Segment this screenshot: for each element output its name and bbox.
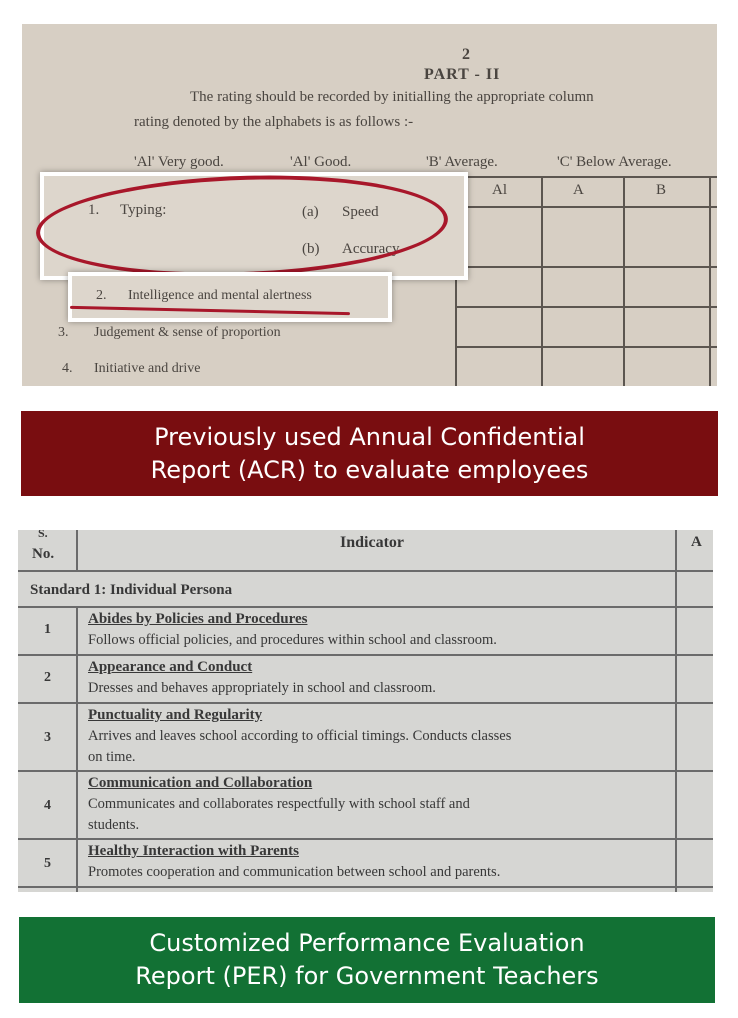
acr-item1b-label: Accuracy bbox=[342, 241, 400, 257]
per-row3-desc-line2: on time. bbox=[88, 749, 136, 765]
acr-col-a: A bbox=[573, 182, 584, 198]
acr-item1-number: 1. bbox=[88, 202, 100, 218]
acr-col-b: B bbox=[656, 182, 667, 198]
per-row3-title: Punctuality and Regularity bbox=[88, 707, 263, 723]
per-rule bbox=[18, 770, 713, 772]
acr-item4-label: Initiative and drive bbox=[94, 361, 201, 376]
per-row4-desc-line2: students. bbox=[88, 817, 140, 833]
per-row3-number: 3 bbox=[44, 730, 51, 745]
per-row1-desc: Follows official policies, and procedures within school and classroom. bbox=[88, 632, 497, 648]
acr-rating-grid bbox=[455, 176, 717, 386]
per-col-no-header: No. bbox=[32, 546, 55, 562]
per-row2-desc: Dresses and behaves appropriately in school and classroom. bbox=[88, 680, 436, 696]
per-row5-number: 5 bbox=[44, 856, 51, 871]
acr-caption-line2: Report (ACR) to evaluate employees bbox=[150, 455, 589, 484]
per-row1-number: 1 bbox=[44, 622, 51, 637]
acr-item3-label: Judgement & sense of proportion bbox=[94, 325, 281, 340]
per-caption-banner bbox=[19, 917, 715, 1003]
per-rule bbox=[76, 530, 78, 570]
per-rule bbox=[18, 886, 713, 888]
per-form-photo bbox=[18, 530, 713, 892]
per-row5-desc: Promotes cooperation and communication between school and parents. bbox=[88, 864, 501, 880]
acr-item2-label: Intelligence and mental alertness bbox=[128, 288, 312, 303]
acr-part-heading: PART - II bbox=[424, 66, 501, 83]
per-caption-line1: Customized Performance Evaluation bbox=[149, 929, 585, 957]
acr-legend-below-average: 'C' Below Average. bbox=[557, 154, 672, 170]
acr-legend-good: 'Al' Good. bbox=[290, 154, 352, 170]
per-row3-desc-line1: Arrives and leaves school according to official timings. Conducts classes bbox=[88, 728, 512, 744]
acr-col-a1: Al bbox=[492, 182, 507, 198]
per-row1-title: Abides by Policies and Procedures bbox=[88, 611, 308, 627]
per-rule bbox=[18, 838, 713, 840]
acr-caption-banner bbox=[21, 411, 718, 496]
acr-instruction-line1: The rating should be recorded by initialling the appropriate column bbox=[190, 89, 594, 105]
per-standard-heading: Standard 1: Individual Persona bbox=[30, 582, 233, 598]
per-row5-title: Healthy Interaction with Parents bbox=[88, 843, 299, 859]
per-col-sno-top: S. bbox=[38, 530, 48, 540]
per-rule bbox=[18, 702, 713, 704]
per-row4-title: Communication and Collaboration bbox=[88, 775, 313, 791]
per-col-a-header: A bbox=[691, 534, 702, 550]
acr-item1-label: Typing: bbox=[120, 202, 167, 218]
acr-page-number: 2 bbox=[462, 46, 470, 63]
acr-form-photo bbox=[22, 24, 717, 386]
per-rule bbox=[18, 606, 713, 608]
per-row4-number: 4 bbox=[44, 798, 51, 813]
acr-item1a-label: Speed bbox=[342, 204, 379, 220]
per-rule bbox=[675, 530, 677, 892]
acr-caption-line1: Previously used Annual Confidential bbox=[154, 422, 585, 451]
acr-item4-number: 4. bbox=[62, 361, 73, 376]
per-row2-number: 2 bbox=[44, 670, 51, 685]
acr-item3-number: 3. bbox=[58, 325, 69, 340]
per-row4-desc-line1: Communicates and collaborates respectfully with school staff and bbox=[88, 796, 470, 812]
acr-item1a-marker: (a) bbox=[302, 204, 319, 220]
per-row2-title: Appearance and Conduct bbox=[88, 659, 253, 675]
per-rule bbox=[18, 570, 713, 572]
per-caption-line2: Report (PER) for Government Teachers bbox=[135, 962, 599, 990]
per-rule bbox=[18, 654, 713, 656]
acr-item1b-marker: (b) bbox=[302, 241, 320, 257]
acr-legend-average: 'B' Average. bbox=[426, 154, 498, 170]
per-col-indicator-header: Indicator bbox=[340, 534, 404, 551]
acr-item2-number: 2. bbox=[96, 288, 107, 303]
acr-legend-very-good: 'Al' Very good. bbox=[134, 154, 224, 170]
acr-instruction-line2: rating denoted by the alphabets is as follows :- bbox=[134, 114, 414, 130]
per-rule bbox=[76, 606, 78, 892]
